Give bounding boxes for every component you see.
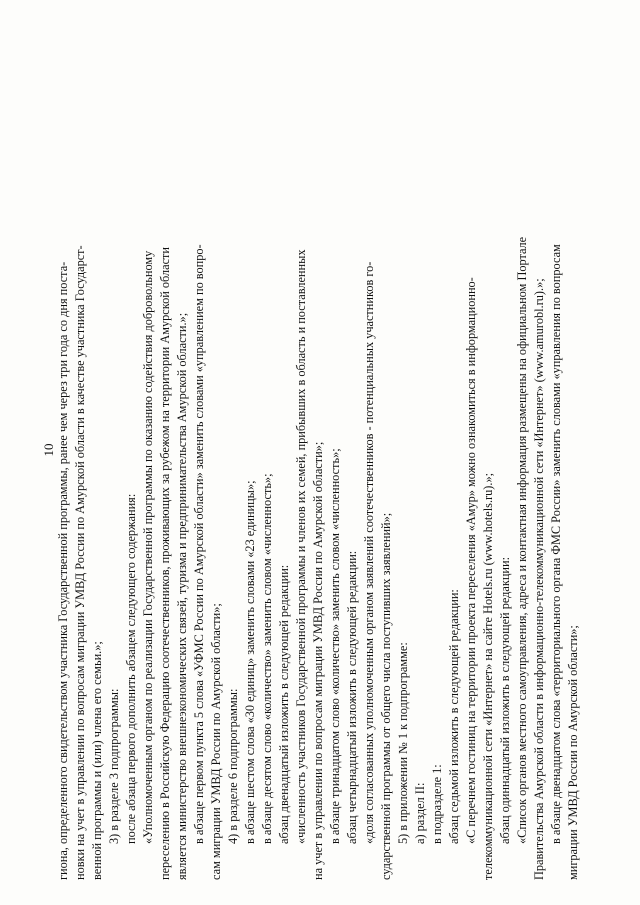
text-line: венной программы и (или) члена его семьи.»; xyxy=(90,641,104,880)
text-line: «С перечнем гостиниц на территории проекта переселения «Амур» можно ознакомиться в информационно- xyxy=(464,277,478,844)
page-number: 10 xyxy=(41,443,56,457)
text-line: «доля согласованных уполномоченным органом заявлений соотечественников - потенциальных участников го- xyxy=(362,261,376,844)
text-line: 4) в разделе 6 подпрограммы: xyxy=(226,688,240,844)
text-line: переселению в Российскую Федерацию соотечественников, проживающих за рубежом на территории Амурской области xyxy=(158,246,172,880)
text-line: абзац двенадцатый изложить в следующей редакции: xyxy=(277,564,291,844)
text-line: «Список органов местного самоуправления, адреса и контактная информация размещены на официальном Портале xyxy=(515,236,529,844)
text-line: «Уполномоченным органом по реализации Государственной программы по оказанию содействия добровольному xyxy=(141,250,155,844)
text-line: Правительства Амурской области в информационно-телекоммуникационной сети «Интернет» (www.amurobl.ru).»; xyxy=(532,278,546,880)
rotated-page-content xyxy=(41,20,601,880)
text-line: сударственной программы от общего числа поступивших заявлений»; xyxy=(379,512,393,880)
text-line: миграции УМВД России по Амурской области»; xyxy=(566,625,580,880)
text-line: является министерство внешнеэкономических связей, туризма и предпринимательства Амурской области.»; xyxy=(175,312,189,880)
text-line: абзац седьмой изложить в следующей редакции: xyxy=(447,589,461,844)
text-line: абзац одиннадцатый изложить в следующей редакции: xyxy=(498,557,512,844)
text-line: телекоммуникационной сети «Интернет» на сайте Hotels.ru (www.hotels.ru).»; xyxy=(481,472,495,880)
text-line: на учет в управлении по вопросам миграции УМВД России по Амурской области»; xyxy=(311,441,325,880)
text-line: в абзаце двенадцатом слова «территориального органа ФМС России» заменить словами «управления по вопросам xyxy=(549,244,563,844)
text-line: в абзаце тринадцатом слово «количество» заменить словом «численность»; xyxy=(328,448,342,844)
text-line: 3) в разделе 3 подпрограммы: xyxy=(107,688,121,844)
text-line: в подразделе 1: xyxy=(430,764,444,844)
text-line: абзац четырнадцатый изложить в следующей редакции: xyxy=(345,550,359,844)
text-line: после абзаца первого дополнить абзацем следующего содержания: xyxy=(124,493,138,844)
text-line: 5) в приложении № 1 к подпрограмме: xyxy=(396,642,410,844)
text-line: гиона, определенного свидетельством участника Государственной программы, ранее чем через три года со дня поста- xyxy=(56,261,70,880)
text-line: в абзаце десятом слово «количество» заменить словом «численность»; xyxy=(260,473,274,844)
text-line: новки на учет в управлении по вопросам миграции УМВД России по Амурской области в качестве участника Государст- xyxy=(73,245,87,880)
text-line: а) раздел II: xyxy=(413,782,427,844)
text-line: «численность участников Государственной программы и членов их семей, прибывших в область и поставленных xyxy=(294,249,308,844)
document-body xyxy=(55,20,582,880)
text-line: в абзаце первом пункта 5 слова «УФМС России по Амурской области» заменить словами «управлением по вопро- xyxy=(192,244,206,844)
text-line: в абзаце шестом слова «30 единиц» заменить словами «23 единицы»; xyxy=(243,480,257,844)
text-line: сам миграции УМВД России по Амурской области»; xyxy=(209,603,223,880)
